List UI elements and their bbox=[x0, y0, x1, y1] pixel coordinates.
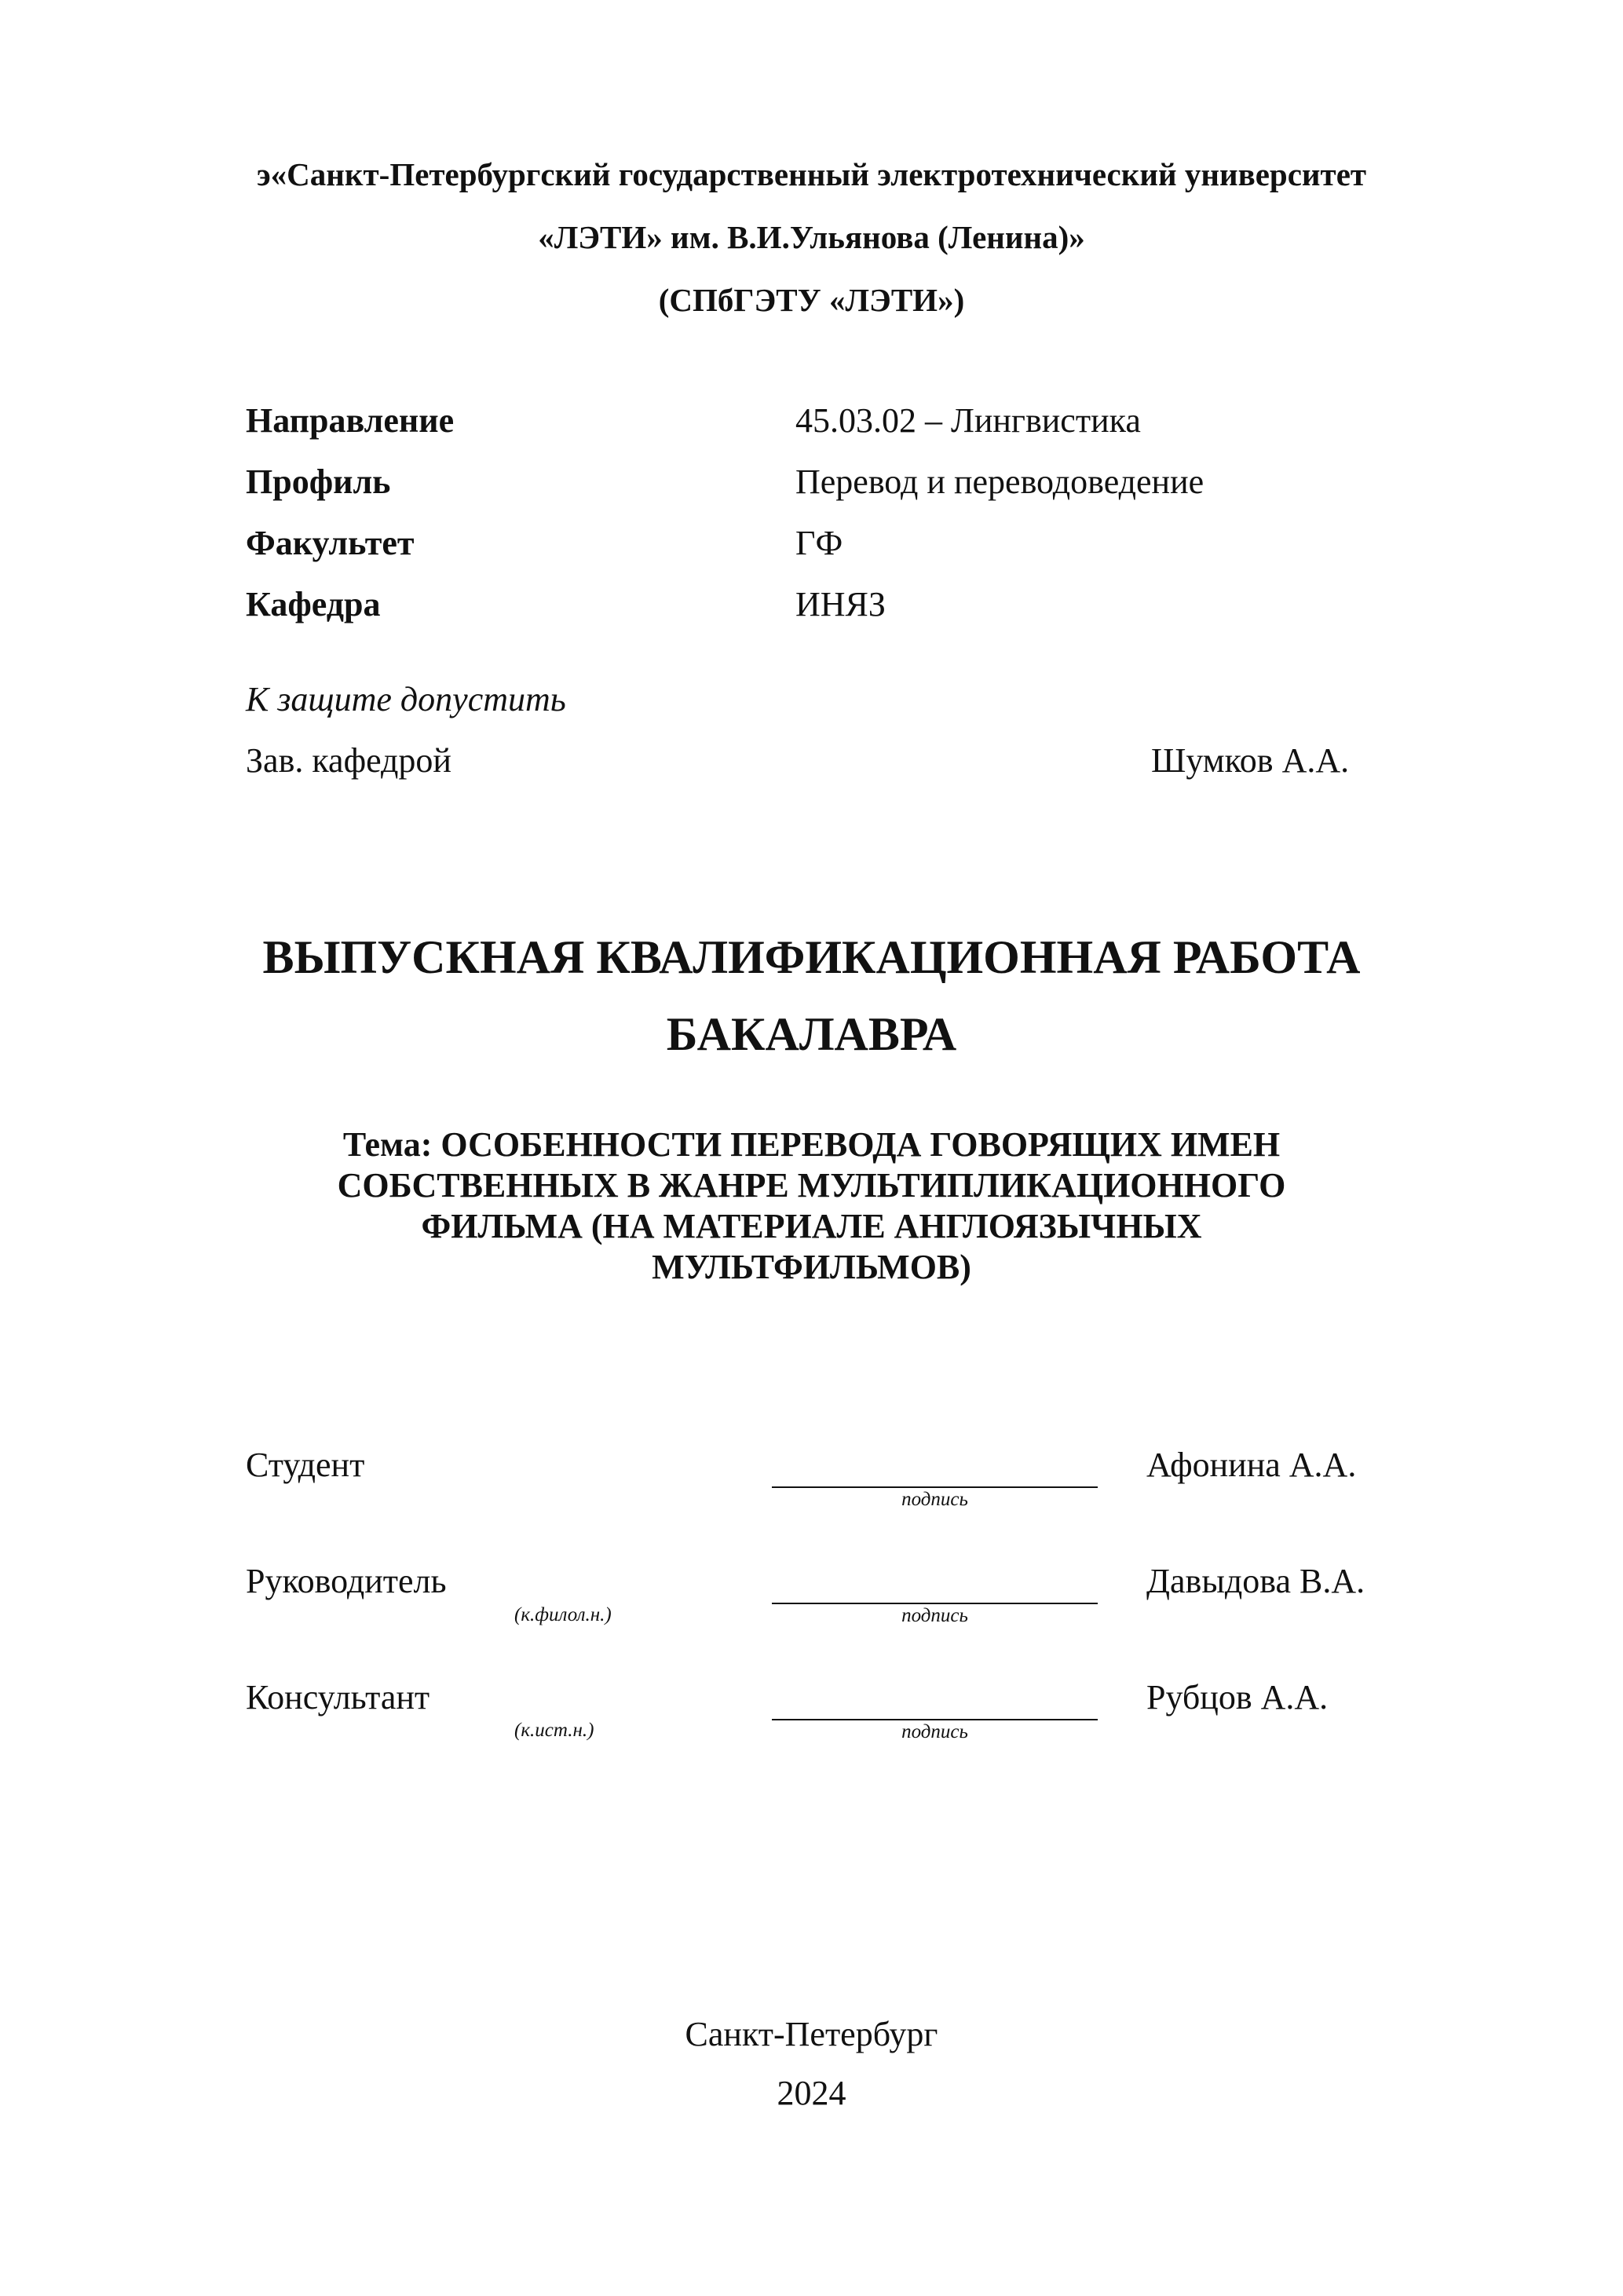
field-value-profile: Перевод и переводоведение bbox=[795, 462, 1204, 501]
work-title bbox=[0, 919, 1623, 1073]
university-name-line1: э«Санкт-Петербургский государственный электротехнический университет bbox=[256, 156, 1367, 192]
field-label-department: Кафедра bbox=[246, 585, 381, 623]
university-header bbox=[0, 143, 1623, 331]
field-value-department: ИНЯЗ bbox=[795, 585, 886, 623]
work-topic-line1: Тема: ОСОБЕННОСТИ ПЕРЕВОДА ГОВОРЯЩИХ ИМЕН bbox=[342, 1125, 1281, 1164]
university-abbreviation: (СПбГЭТУ «ЛЭТИ») bbox=[658, 282, 965, 318]
university-name-line2: «ЛЭТИ» им. В.И.Ульянова (Ленина)» bbox=[538, 219, 1085, 255]
field-label-direction: Направление bbox=[246, 401, 455, 440]
signatory-name: Давыдова В.А. bbox=[1146, 1562, 1365, 1600]
signature-caption: подпись bbox=[901, 1489, 968, 1510]
field-label-faculty: Факультет bbox=[246, 524, 415, 562]
academic-degree: (к.филол.н.) bbox=[514, 1604, 612, 1625]
academic-degree: (к.ист.н.) bbox=[514, 1720, 594, 1741]
work-title-line2: БАКАЛАВРА bbox=[666, 1008, 957, 1060]
signatory-name: Рубцов А.А. bbox=[1146, 1678, 1329, 1717]
work-topic-line3: ФИЛЬМА (НА МАТЕРИАЛЕ АНГЛОЯЗЫЧНЫХ bbox=[421, 1207, 1202, 1245]
signatory-name: Афонина А.А. bbox=[1146, 1446, 1357, 1484]
city: Санкт-Петербург bbox=[685, 2015, 938, 2053]
year: 2024 bbox=[777, 2074, 846, 2112]
field-label-profile: Профиль bbox=[246, 462, 391, 501]
signature-caption: подпись bbox=[901, 1721, 968, 1742]
department-head-name: Шумков А.А. bbox=[1151, 741, 1350, 780]
admission-note: К защите допустить bbox=[246, 680, 566, 718]
work-topic-line2: СОБСТВЕННЫХ В ЖАНРЕ МУЛЬТИПЛИКАЦИОННОГО bbox=[337, 1166, 1286, 1205]
signature-line bbox=[772, 1719, 1098, 1720]
department-head-label: Зав. кафедрой bbox=[246, 741, 451, 780]
signature-line bbox=[772, 1603, 1098, 1604]
work-topic-line4: МУЛЬТФИЛЬМОВ) bbox=[652, 1248, 971, 1286]
signature-role: Руководитель bbox=[246, 1562, 447, 1600]
field-value-direction: 45.03.02 – Лингвистика bbox=[795, 401, 1141, 440]
signature-role: Консультант bbox=[246, 1678, 430, 1717]
work-topic bbox=[0, 1124, 1623, 1288]
signature-role: Студент bbox=[246, 1446, 365, 1484]
signature-caption: подпись bbox=[901, 1605, 968, 1626]
work-title-line1: ВЫПУСКНАЯ КВАЛИФИКАЦИОННАЯ РАБОТА bbox=[262, 931, 1361, 983]
field-value-faculty: ГФ bbox=[795, 524, 843, 562]
signature-line bbox=[772, 1486, 1098, 1488]
